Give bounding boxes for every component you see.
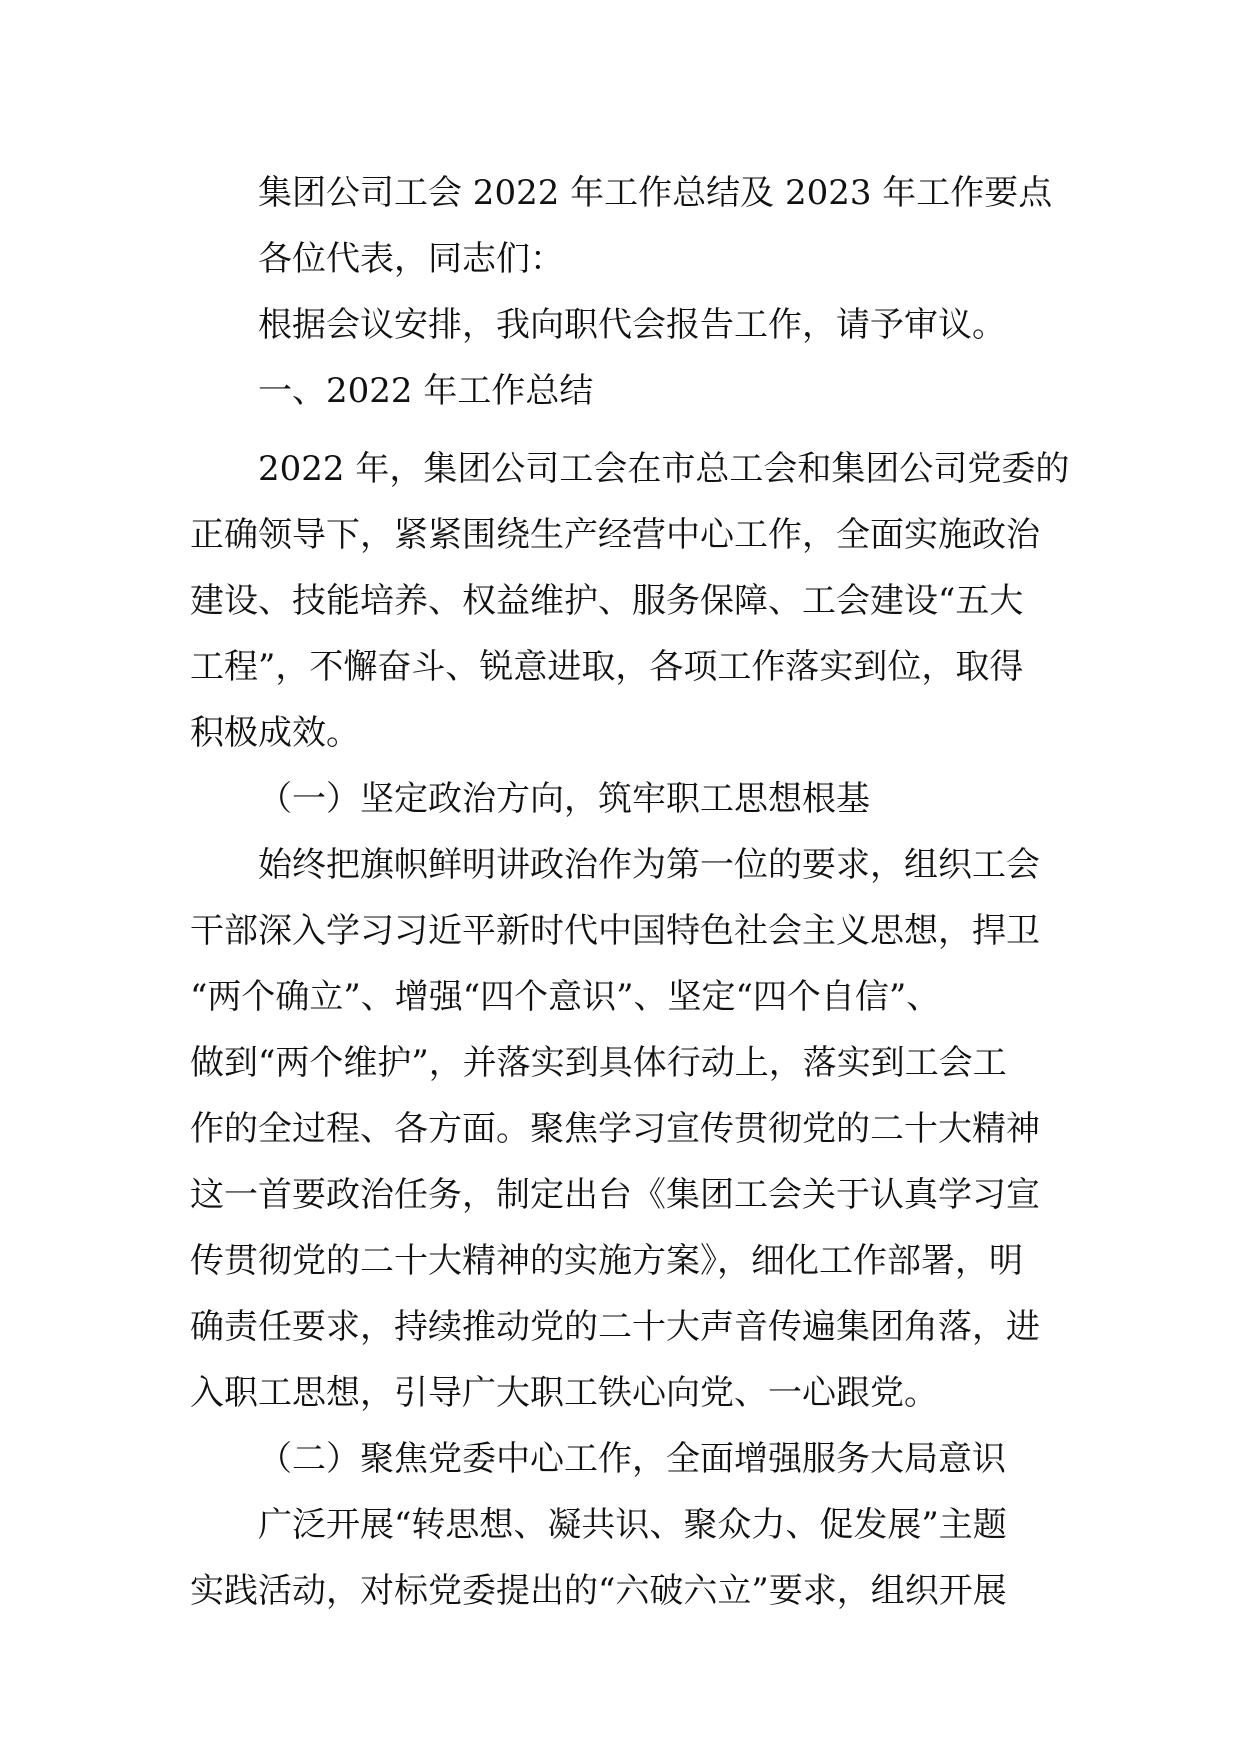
paragraph-line: 积极成效。 [190, 713, 360, 753]
paragraph-line: 2022 年，集团公司工会在市总工会和集团公司党委的 [258, 449, 1070, 489]
subsection-heading-2-wrap [190, 1426, 1056, 1492]
paragraph-line: 工程”，不懈奋斗、锐意进取，各项工作落实到位，取得 [190, 647, 1024, 687]
intro-paragraph: 根据会议安排，我向职代会报告工作，请予审议。 [258, 305, 1006, 345]
paragraph-line: 做到“两个维护”，并落实到具体行动上，落实到工会工 [190, 1043, 1007, 1083]
paragraph-line: 作的全过程、各方面。聚焦学习宣传贯彻党的二十大精神 [190, 1109, 1040, 1149]
subsection-heading: （一）坚定政治方向，筑牢职工思想根基 [258, 779, 870, 819]
subsection-heading-1-wrap [190, 766, 1056, 832]
paragraph-line: 正确领导下，紧紧围绕生产经营中心工作，全面实施政治 [190, 515, 1040, 555]
paragraph-line: 广泛开展“转思想、凝共识、聚众力、促发展”主题 [258, 1505, 1007, 1545]
subsection-1-paragraph [190, 832, 1056, 1426]
document-body [190, 172, 1070, 1624]
paragraph-line: 确责任要求，持续推动党的二十大声音传遍集团角落，进 [190, 1307, 1040, 1347]
document-title: 集团公司工会 2022 年工作总结及 2023 年工作要点 [258, 173, 1053, 213]
summary-paragraph [190, 436, 1070, 766]
paragraph-line: 干部深入学习习近平新时代中国特色社会主义思想，捍卫 [190, 911, 1040, 951]
paragraph-line: 建设、技能培养、权益维护、服务保障、工会建设“五大 [190, 581, 1024, 621]
subsection-heading: （二）聚焦党委中心工作，全面增强服务大局意识 [258, 1439, 1006, 1479]
paragraph-line: 传贯彻党的二十大精神的实施方案》，细化工作部署，明 [190, 1241, 1023, 1281]
greeting: 各位代表，同志们： [258, 239, 564, 279]
paragraph-line: “两个确立”、增强“四个意识”、坚定“四个自信”、 [190, 977, 941, 1017]
paragraph-line: 始终把旗帜鲜明讲政治作为第一位的要求，组织工会 [258, 845, 1040, 885]
paragraph-line: 入职工思想，引导广大职工铁心向党、一心跟党。 [190, 1373, 938, 1413]
paragraph-line: 实践活动，对标党委提出的“六破六立”要求，组织开展 [190, 1571, 1007, 1611]
paragraph-line: 这一首要政治任务，制定出台《集团工会关于认真学习宣 [190, 1175, 1040, 1215]
section-heading: 一、2022 年工作总结 [258, 371, 594, 411]
subsection-2-paragraph [190, 1492, 1056, 1624]
